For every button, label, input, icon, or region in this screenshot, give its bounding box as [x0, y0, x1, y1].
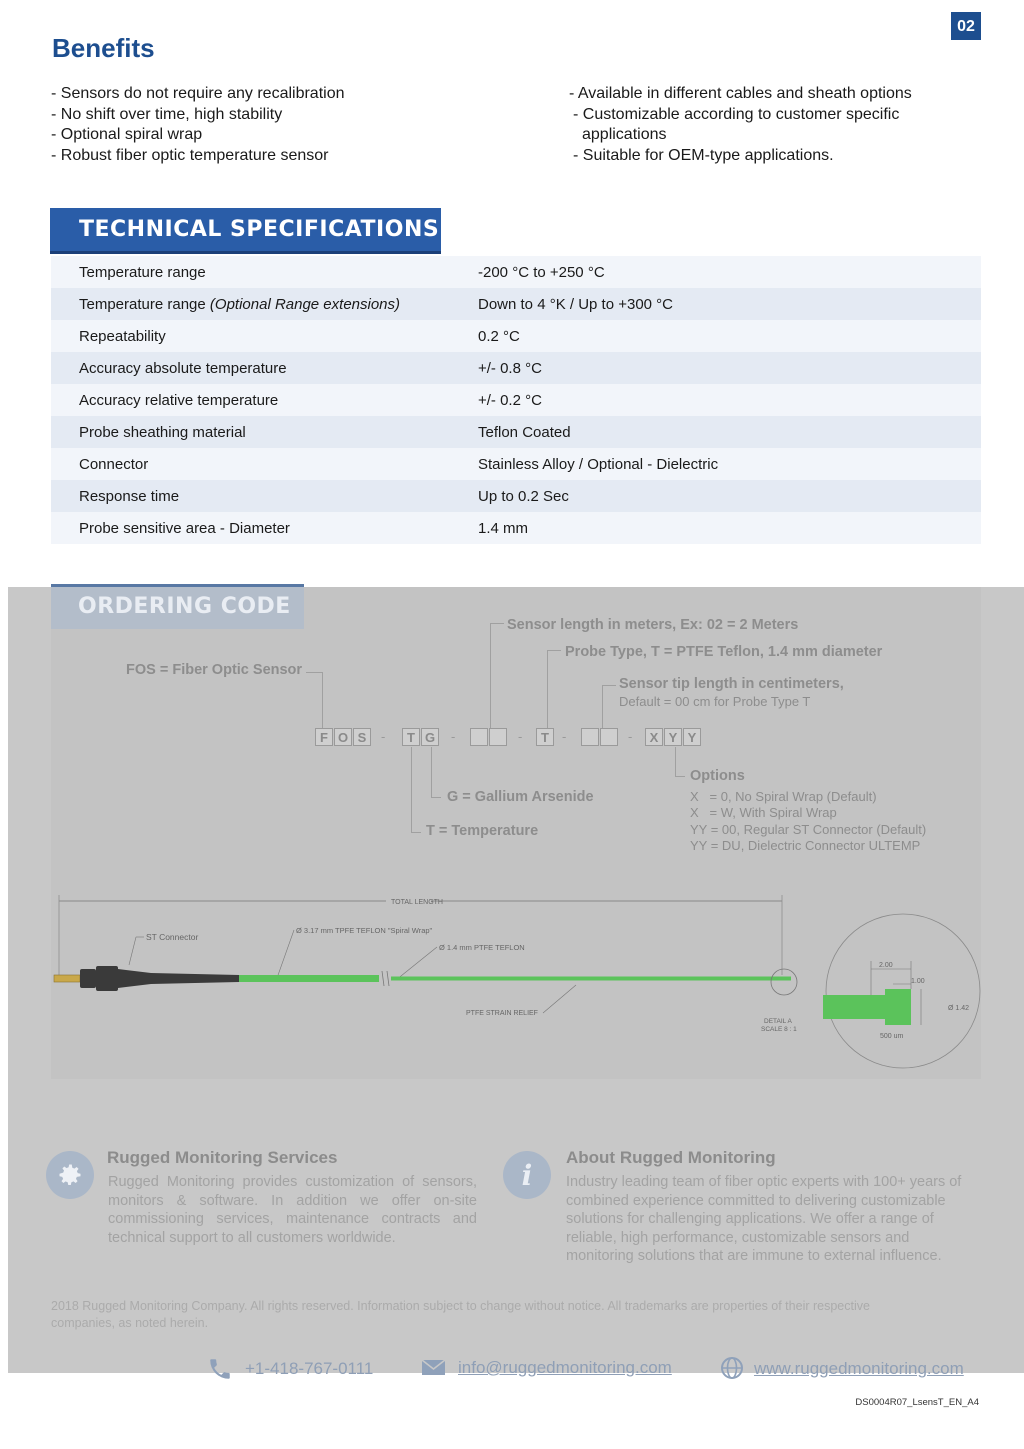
spec-row [51, 448, 981, 480]
spec-label: Repeatability [79, 327, 166, 345]
leader-line [543, 985, 576, 1013]
benefit-item: - No shift over time, high stability [51, 105, 283, 123]
code-char-box [470, 728, 488, 746]
detail-label: DETAIL A [764, 1018, 792, 1025]
code-char-box: Y [664, 728, 682, 746]
code-char-box [581, 728, 599, 746]
guide-line [322, 672, 323, 728]
gear-glyph [56, 1161, 84, 1189]
gear-icon [46, 1151, 94, 1199]
dim-500: 500 um [880, 1033, 904, 1040]
detail-tube [823, 995, 885, 1019]
connector-boot [118, 969, 239, 988]
code-char-box: G [421, 728, 439, 746]
code-separator: - [381, 729, 386, 744]
ordering-code-header: ORDERING CODE [51, 584, 304, 629]
spec-row [51, 384, 981, 416]
spec-value: Teflon Coated [478, 423, 571, 441]
benefits-list-left [51, 84, 345, 167]
code-separator: - [451, 729, 456, 744]
gallium-label: G = Gallium Arsenide [447, 789, 594, 805]
leader-line [396, 947, 437, 980]
code-char-box [489, 728, 507, 746]
guide-line [411, 747, 412, 832]
spec-value: Stainless Alloy / Optional - Dielectric [478, 455, 719, 473]
benefits-list-right [569, 84, 912, 167]
guide-line [547, 650, 548, 728]
spec-label-cell [51, 296, 449, 313]
email-glyph [421, 1357, 446, 1377]
spec-value: 1.4 mm [478, 519, 529, 537]
detail-circle [771, 969, 797, 995]
about-text: Industry leading team of fiber optic experts with 100+ years of combined experience committed to delivering customizable solutions for challenging applications. We offer a range of reliable, high performance, customizable sensors and monitoring solutions that are immune to external influence. [566, 1174, 962, 1265]
tip-default-label: Default = 00 cm for Probe Type T [619, 694, 811, 709]
website-link[interactable]: www.ruggedmonitoring.com [754, 1359, 964, 1378]
spec-table [51, 256, 981, 544]
guide-line [306, 672, 322, 673]
spec-value: 0.2 °C [478, 327, 520, 345]
benefit-item: - Optional spiral wrap [51, 126, 203, 144]
dim-142: Ø 1.42 [948, 1005, 970, 1012]
break-mark [382, 971, 384, 986]
code-char-box: T [536, 728, 554, 746]
code-char-box: Y [683, 728, 701, 746]
spec-value: Up to 0.2 Sec [478, 487, 569, 505]
page-number: 02 [951, 12, 981, 40]
code-char-box: O [334, 728, 352, 746]
spec-label: Connector [79, 455, 149, 473]
guide-line [602, 685, 616, 686]
dim-200: 2.00 [879, 962, 893, 969]
benefit-item: - Customizable according to customer specific [573, 105, 900, 123]
guide-line [602, 685, 603, 728]
strain-relief-label: PTFE STRAIN RELIEF [466, 1010, 538, 1017]
guide-line [431, 797, 441, 798]
spiral-wrap-cable [239, 975, 379, 982]
spec-label: Temperature range [79, 295, 210, 313]
st-connector-label: ST Connector [146, 932, 199, 942]
benefits-title: Benefits [52, 33, 155, 63]
scale-label: SCALE 8 : 1 [761, 1026, 797, 1033]
email-link[interactable]: info@ruggedmonitoring.com [458, 1358, 672, 1377]
dim-100: 1.00 [911, 978, 925, 985]
code-char-box: T [402, 728, 420, 746]
option-item: X = W, With Spiral Wrap [690, 805, 837, 821]
spec-row [51, 416, 981, 448]
spec-row [51, 320, 981, 352]
connector-nut [80, 969, 96, 988]
guide-line [675, 747, 676, 776]
benefit-item: applications [582, 126, 667, 144]
connector-ferrule [54, 975, 80, 982]
spec-row [51, 512, 981, 544]
spec-value: Down to 4 °K / Up to +300 °C [478, 295, 674, 313]
ptfe-cable [391, 977, 791, 981]
code-char-box: S [353, 728, 371, 746]
code-separator: - [562, 729, 567, 744]
option-item: X = 0, No Spiral Wrap (Default) [690, 789, 877, 804]
spec-label: Temperature range [79, 263, 206, 281]
option-item: YY = DU, Dielectric Connector ULTEMP [690, 838, 921, 854]
option-item: YY = 00, Regular ST Connector (Default) [690, 821, 927, 837]
spec-value: -200 °C to +250 °C [478, 263, 605, 281]
phone-number[interactable]: +1-418-767-0111 [245, 1359, 374, 1378]
guide-line [431, 747, 432, 797]
guide-line [490, 623, 504, 624]
guide-line [547, 650, 561, 651]
services-title: Rugged Monitoring Services [107, 1148, 338, 1167]
spec-label-note: (Optional Range extensions) [209, 295, 401, 313]
benefit-item: - Robust fiber optic temperature sensor [51, 147, 329, 165]
globe-glyph [720, 1356, 744, 1380]
about-title: About Rugged Monitoring [566, 1148, 776, 1167]
spec-label: Accuracy absolute temperature [79, 359, 287, 377]
phone-glyph [207, 1356, 233, 1382]
spec-label: Probe sensitive area - Diameter [79, 519, 290, 537]
break-mark [387, 971, 389, 986]
temperature-label: T = Temperature [426, 823, 539, 839]
copyright-text: 2018 Rugged Monitoring Company. All rights reserved. Information subject to change without notice. All trademarks are properties of their respective companies, as noted herein. [51, 1299, 870, 1330]
code-separator: - [628, 729, 633, 744]
tip-length-label: Sensor tip length in centimeters, [619, 676, 844, 692]
guide-line [411, 832, 421, 833]
info-icon: i [503, 1151, 551, 1199]
probe-type-label: Probe Type, T = PTFE Teflon, 1.4 mm diameter [565, 644, 883, 660]
globe-icon [720, 1356, 744, 1385]
spec-row [51, 256, 981, 288]
spec-value: +/- 0.2 °C [478, 391, 542, 409]
benefit-item: - Available in different cables and sheath options [569, 85, 912, 102]
tech-specs-header: TECHNICAL SPECIFICATIONS [50, 208, 441, 254]
guide-line [675, 776, 685, 777]
spec-label: Probe sheathing material [79, 423, 246, 441]
leader-line [129, 937, 136, 965]
phone-icon [207, 1356, 233, 1387]
spec-row [51, 288, 981, 320]
guide-line [490, 623, 491, 728]
spec-row [51, 352, 981, 384]
total-length-text: TOTAL LENGTH [391, 899, 443, 906]
document-id: DS0004R07_LsensT_EN_A4 [855, 1397, 979, 1408]
code-separator: - [518, 729, 523, 744]
detail-tip [885, 989, 911, 1025]
code-char-box [600, 728, 618, 746]
leader-line [277, 930, 294, 978]
spiral-wrap-label: Ø 3.17 mm TPFE TEFLON "Spiral Wrap" [296, 926, 433, 935]
spec-label: Accuracy relative temperature [79, 391, 279, 409]
sensor-length-label: Sensor length in meters, Ex: 02 = 2 Meters [507, 617, 799, 633]
services-text: Rugged Monitoring provides customization of sensors, monitors & software. In addition we offer on-site commissioning services, maintenance contracts and technical support to all customers worldwide. [108, 1174, 477, 1246]
benefit-item: - Suitable for OEM-type applications. [573, 147, 834, 165]
email-icon [421, 1357, 446, 1382]
connector-body [96, 966, 118, 991]
options-title: Options [690, 768, 745, 784]
options-list [690, 789, 926, 855]
fos-label: FOS = Fiber Optic Sensor [126, 662, 303, 678]
benefit-item: - Sensors do not require any recalibration [51, 85, 345, 102]
code-char-box: X [645, 728, 663, 746]
code-char-box: F [315, 728, 333, 746]
spec-label: Response time [79, 487, 180, 505]
spec-row [51, 480, 981, 512]
spec-value: +/- 0.8 °C [478, 359, 542, 377]
probe-drawing [51, 885, 981, 1070]
ptfe-label: Ø 1.4 mm PTFE TEFLON [439, 943, 525, 952]
